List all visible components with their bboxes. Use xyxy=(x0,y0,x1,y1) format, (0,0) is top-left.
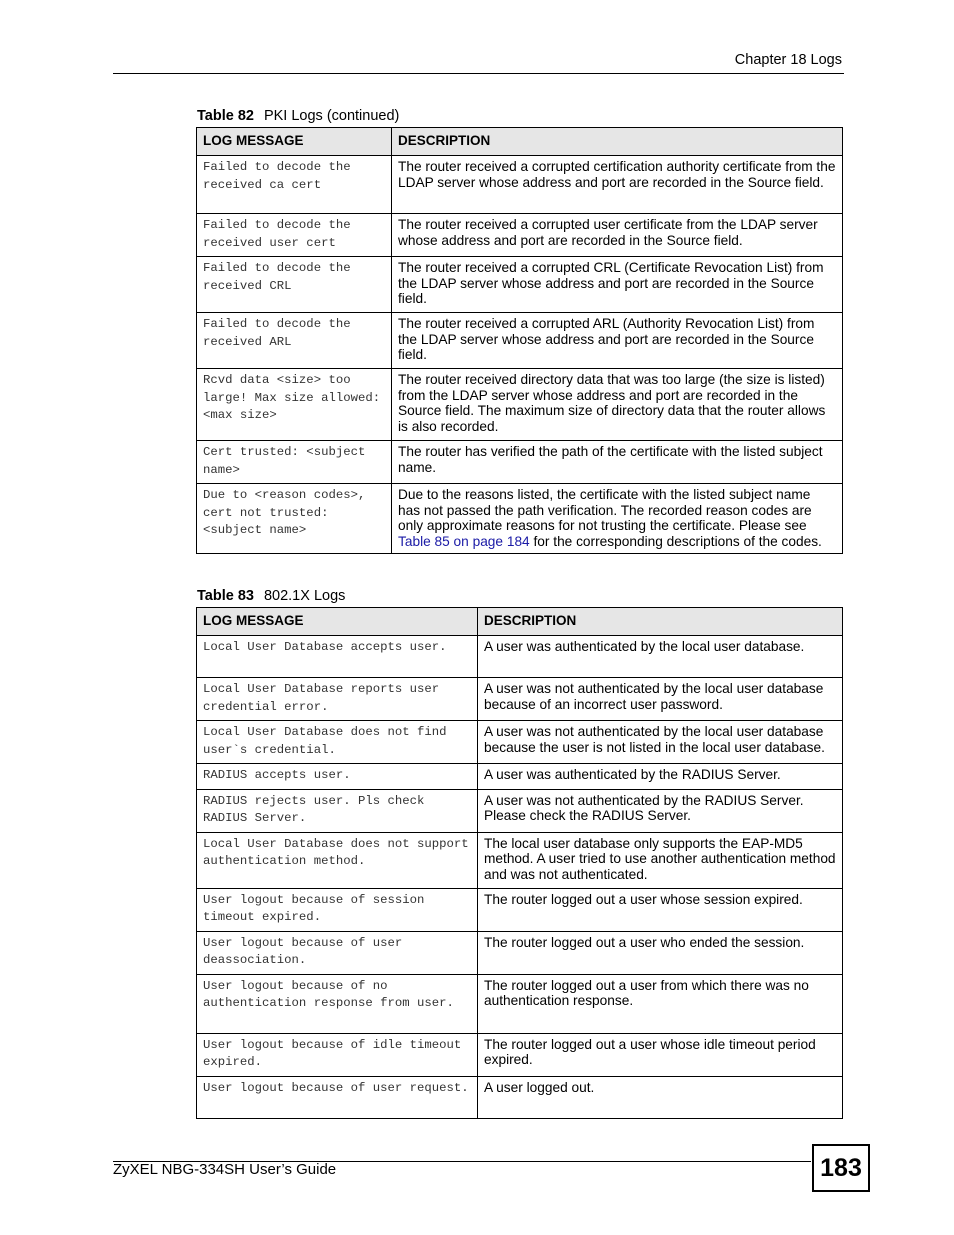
log-message: Local User Database reports user credential error. xyxy=(197,678,478,721)
pki-logs-table xyxy=(196,127,843,554)
log-message: Due to <reason codes>, cert not trusted: <subject name> xyxy=(197,484,392,554)
table-row xyxy=(197,888,843,931)
log-message: Cert trusted: <subject name> xyxy=(197,441,392,484)
log-description: The router logged out a user whose session expired. xyxy=(478,888,843,931)
log-message: RADIUS accepts user. xyxy=(197,764,478,790)
table83-caption xyxy=(197,588,345,604)
description-text: Due to the reasons listed, the certificate with the listed subject name has not passed the path verification. The recorded reason codes are only approximate reasons for not trusting the certificate. Please see xyxy=(398,487,812,533)
log-description: A user was not authenticated by the local user database because of an incorrect user password. xyxy=(478,678,843,721)
column-header-log-message: LOG MESSAGE xyxy=(197,128,392,156)
log-message: Failed to decode the received user cert xyxy=(197,214,392,257)
log-message: User logout because of no authentication response from user. xyxy=(197,974,478,1033)
table-row xyxy=(197,636,843,678)
table82-caption-title: PKI Logs (continued) xyxy=(263,108,400,124)
table-row xyxy=(197,789,843,832)
table-85-link[interactable]: Table 85 on page 184 xyxy=(398,533,530,549)
table-row xyxy=(197,214,843,257)
log-message: User logout because of user deassociation. xyxy=(197,931,478,974)
table-row xyxy=(197,721,843,764)
log-description: The router received a corrupted CRL (Certificate Revocation List) from the LDAP server whose address and port are recorded in the Source field. xyxy=(392,257,843,313)
column-header-description: DESCRIPTION xyxy=(478,608,843,636)
log-description: The local user database only supports the EAP-MD5 method. A user tried to use another authentication method and was not authenticated. xyxy=(478,832,843,888)
page-number: 183 xyxy=(812,1144,870,1192)
log-description: A user was not authenticated by the local user database because the user is not listed in the local user database. xyxy=(478,721,843,764)
log-message: User logout because of user request. xyxy=(197,1076,478,1118)
chapter-header: Chapter 18 Logs xyxy=(734,52,842,68)
log-description: The router received a corrupted ARL (Authority Revocation List) from the LDAP server whose address and port are recorded in the Source field. xyxy=(392,313,843,369)
table-row xyxy=(197,484,843,554)
table-row xyxy=(197,974,843,1033)
log-description: A user was not authenticated by the RADIUS Server. Please check the RADIUS Server. xyxy=(478,789,843,832)
log-message: Rcvd data <size> too large! Max size allowed: <max size> xyxy=(197,369,392,441)
table83-caption-title: 802.1X Logs xyxy=(263,588,346,604)
log-description: A user was authenticated by the RADIUS Server. xyxy=(478,764,843,790)
table-row xyxy=(197,1033,843,1076)
log-description: The router received directory data that was too large (the size is listed) from the LDAP server whose address and port are recorded in the Source field. The maximum size of directory data that the router allows is also recorded. xyxy=(392,369,843,441)
log-message: Local User Database does not support authentication method. xyxy=(197,832,478,888)
table-row xyxy=(197,441,843,484)
log-message: Failed to decode the received ARL xyxy=(197,313,392,369)
log-description: A user was authenticated by the local user database. xyxy=(478,636,843,678)
table-row xyxy=(197,764,843,790)
table-row xyxy=(197,1076,843,1118)
guide-title: ZyXEL NBG-334SH User’s Guide xyxy=(113,1161,337,1178)
table-row xyxy=(197,931,843,974)
log-description: The router received a corrupted user certificate from the LDAP server whose address and port are recorded in the Source field. xyxy=(392,214,843,257)
log-description: The router has verified the path of the certificate with the listed subject name. xyxy=(392,441,843,484)
table-row xyxy=(197,313,843,369)
dot1x-logs-table xyxy=(196,607,843,1119)
table82-caption-label: Table 82 xyxy=(197,108,254,124)
log-description: The router logged out a user from which there was no authentication response. xyxy=(478,974,843,1033)
log-message: Local User Database does not find user`s credential. xyxy=(197,721,478,764)
log-description: The router logged out a user whose idle timeout period expired. xyxy=(478,1033,843,1076)
table-row xyxy=(197,257,843,313)
log-description: A user logged out. xyxy=(478,1076,843,1118)
header-rule xyxy=(113,73,844,74)
table-row xyxy=(197,678,843,721)
log-message: RADIUS rejects user. Pls check RADIUS Server. xyxy=(197,789,478,832)
log-message: Local User Database accepts user. xyxy=(197,636,478,678)
log-description: The router logged out a user who ended the session. xyxy=(478,931,843,974)
table-row xyxy=(197,832,843,888)
table-header-row xyxy=(197,128,843,156)
table82-caption xyxy=(197,108,399,124)
table83-caption-label: Table 83 xyxy=(197,588,254,604)
log-message: Failed to decode the received CRL xyxy=(197,257,392,313)
description-text: for the corresponding descriptions of the codes. xyxy=(533,533,822,549)
table-header-row xyxy=(197,608,843,636)
table-row xyxy=(197,369,843,441)
log-message: User logout because of idle timeout expired. xyxy=(197,1033,478,1076)
log-message: User logout because of session timeout expired. xyxy=(197,888,478,931)
column-header-description: DESCRIPTION xyxy=(392,128,843,156)
column-header-log-message: LOG MESSAGE xyxy=(197,608,478,636)
log-description: The router received a corrupted certification authority certificate from the LDAP server whose address and port are recorded in the Source field. xyxy=(392,156,843,214)
log-description xyxy=(392,484,843,554)
table-row xyxy=(197,156,843,214)
log-message: Failed to decode the received ca cert xyxy=(197,156,392,214)
